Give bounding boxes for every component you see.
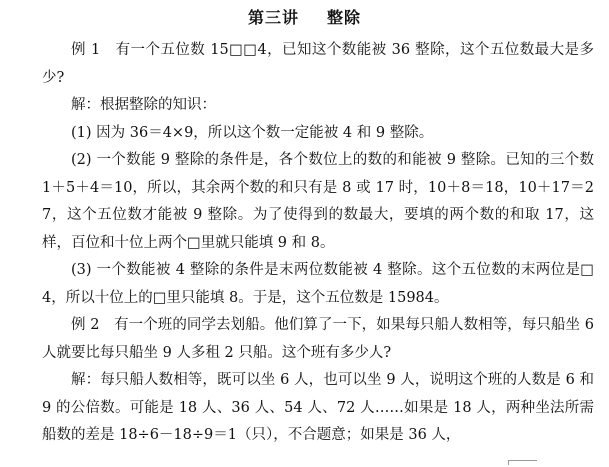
example-1-question: 例 1 有一个五位数 15□□4，已知这个数能被 36 整除，这个五位数最大是多少?	[42, 42, 594, 86]
example-1-solution-intro: 解：根据整除的知识：	[71, 97, 216, 113]
example-1-step-3: (3) 一个数能被 4 整除的条件是末两位数能被 4 整除。这个五位数的末两位是□4，所以十位上的□里只能填 8。于是，这个五位数是 15984。	[42, 262, 594, 306]
example-2-question: 例 2 有一个班的同学去划船。他们算了一下，如果每只船人数相等，每只船坐 6 人就要比每只船坐 9 人多租 2 只船。这个班有多少人?	[42, 317, 594, 361]
page-corner-mark	[508, 460, 537, 465]
document-body	[42, 37, 594, 450]
lesson-title	[0, 7, 609, 29]
lesson-topic: 整除	[327, 8, 362, 27]
example-1-step-2: (2) 一个数能 9 整除的条件是，各个数位上的数的和能被 9 整除。已知的三个数 1＋5＋4＝10，所以，其余两个数的和只有是 8 或 17 时，10＋8＝18，10＋17＝27，这个五位数才能被 9 整除。为了使得到的数最大，要填的两个数的和取 17，这样，百位和十位上两个□里就只能填 9 和 8。	[42, 152, 594, 251]
lesson-number: 第三讲	[247, 8, 299, 27]
example-2-solution: 解：每只船人数相等，既可以坐 6 人，也可以坐 9 人，说明这个班的人数是 6 和 9 的公倍数。可能是 18 人、36 人、54 人、72 人……如果是 18 人，两种坐法所需船数的差是 18÷6－18÷9＝1（只），不合题意；如果是 36 人，	[42, 372, 594, 443]
example-1-step-1: (1) 因为 36＝4×9，所以这个数一定能被 4 和 9 整除。	[71, 124, 434, 141]
